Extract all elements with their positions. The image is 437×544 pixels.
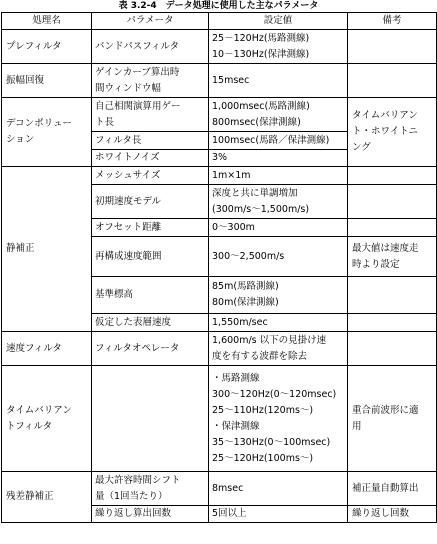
note-cell: 補正量自動算出: [348, 472, 437, 506]
table-row: [2, 30, 437, 64]
header-value: 設定値: [209, 13, 348, 30]
process-cell: タイムバリアン トフィルタ: [2, 366, 92, 472]
note-cell: [348, 30, 437, 64]
value-cell: 100msec(馬路／保津測線): [209, 132, 348, 150]
parameter-cell: ホワイトノイズ: [92, 150, 209, 167]
process-cell: 静補正: [2, 167, 92, 332]
value-cell: 300～2,500m/s: [209, 237, 348, 277]
parameter-cell: フィルタ長: [92, 132, 209, 150]
value-cell: 85m(馬路測線) 80m(保津測線): [209, 277, 348, 314]
value-cell: 5回以上: [209, 506, 348, 523]
parameter-cell: ゲインカーブ算出時 間ウィンドウ幅: [92, 64, 209, 98]
value-cell: 8msec: [209, 472, 348, 506]
note-cell: [348, 185, 437, 219]
note-cell: [348, 277, 437, 314]
parameter-cell: 仮定した表層速度: [92, 314, 209, 332]
note-cell: [348, 64, 437, 98]
note-cell: 最大値は速度走 時より設定: [348, 237, 437, 277]
note-cell: [348, 314, 437, 332]
value-cell: ・馬路測線 300～120Hz(0～120msec) 25～110Hz(120ms～) ・保津測線 35～130Hz(0～100msec) 25～120Hz(100ms～): [209, 366, 348, 472]
table-row: [2, 332, 437, 366]
process-cell: デコンボリュー ション: [2, 98, 92, 167]
parameter-cell: 初期速度モデル: [92, 185, 209, 219]
parameter-cell: 最大許容時間シフト 量（1回当たり）: [92, 472, 209, 506]
note-cell: 重合前波形に適 用: [348, 366, 437, 472]
header-parameter: パラメータ: [92, 13, 209, 30]
table-row: [2, 472, 437, 506]
table-row: [2, 98, 437, 132]
process-cell: プレフィルタ: [2, 30, 92, 64]
table-caption: 表 3.2-4 データ処理に使用した主なパラメータ: [118, 1, 319, 11]
table-row: [2, 64, 437, 98]
value-cell: 深度と共に単調増加 (300m/s～1,500m/s): [209, 185, 348, 219]
process-cell: 振幅回復: [2, 64, 92, 98]
value-cell: 1,550m/sec: [209, 314, 348, 332]
process-cell: 速度フィルタ: [2, 332, 92, 366]
header-note: 備考: [348, 13, 437, 30]
note-cell: [348, 332, 437, 366]
header-process: 処理名: [2, 13, 92, 30]
parameter-cell: フィルタオペレータ: [92, 332, 209, 366]
note-cell: [348, 167, 437, 185]
note-cell: [348, 219, 437, 237]
table-row: [2, 167, 437, 185]
parameter-cell: 繰り返し算出回数: [92, 506, 209, 523]
value-cell: 1,000msec(馬路測線) 800msec(保津測線): [209, 98, 348, 132]
value-cell: 0～300m: [209, 219, 348, 237]
value-cell: 1m×1m: [209, 167, 348, 185]
value-cell: 3%: [209, 150, 348, 167]
note-cell: タイムバリアン ト・ホワイトニ ング: [348, 98, 437, 167]
process-cell: 残差静補正: [2, 472, 92, 523]
table-header-row: [2, 13, 437, 30]
parameter-cell: 再構成速度範囲: [92, 237, 209, 277]
parameter-cell: メッシュサイズ: [92, 167, 209, 185]
parameter-cell: [92, 366, 209, 472]
note-cell: 繰り返し回数: [348, 506, 437, 523]
value-cell: 15msec: [209, 64, 348, 98]
parameter-cell: 基準標高: [92, 277, 209, 314]
parameter-table: [1, 12, 437, 523]
table-row: [2, 366, 437, 472]
value-cell: 25－120Hz(馬路測線) 10－130Hz(保津測線): [209, 30, 348, 64]
parameter-cell: 自己相関演算用ゲー ト長: [92, 98, 209, 132]
parameter-cell: バンドパスフィルタ: [92, 30, 209, 64]
parameter-cell: オフセット距離: [92, 219, 209, 237]
value-cell: 1,600m/s 以下の見掛け速 度を有する波群を除去: [209, 332, 348, 366]
